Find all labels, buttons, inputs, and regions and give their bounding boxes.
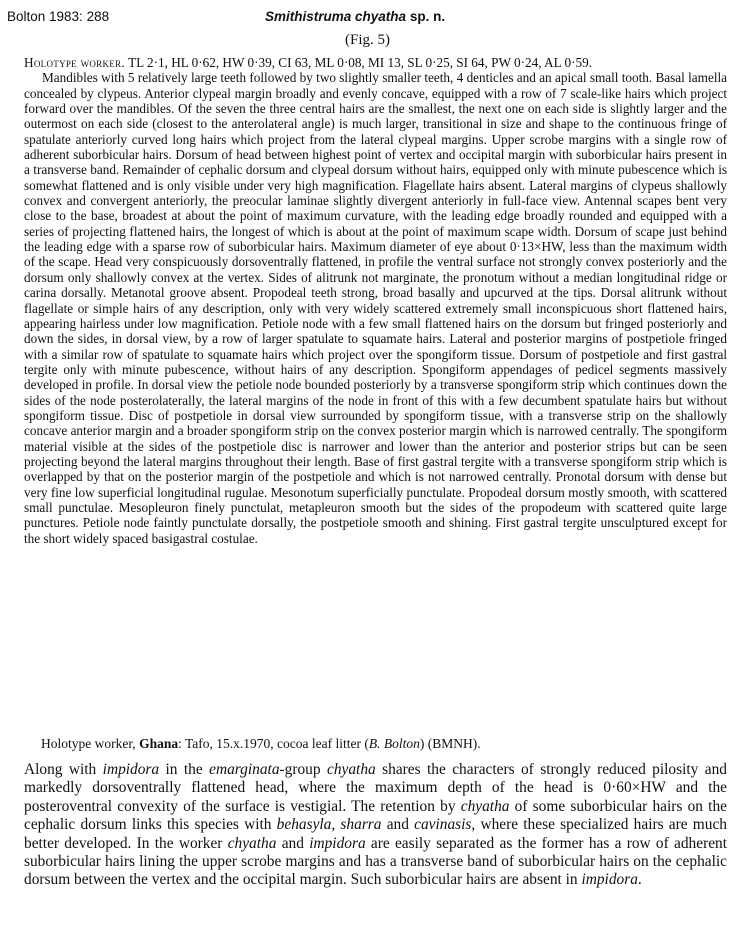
source-citation: Bolton 1983: 288 [7, 9, 110, 24]
discussion-text-run: of some suborbicular hairs on the cephalic dorsum links this species with [24, 797, 727, 834]
description-text: Mandibles with 5 relatively large teeth followed by two slightly smaller teeth, 4 denticles and an apical small tooth. Basal lamella concealed by clypeus. Anterior clypeal margin broadly and evenly concave, equipped with a row of 7 scale-like hairs which project forward over the mandibles. Of the seven the three central hairs are the smallest, the next one on each side is slightly larger and the outermost on each side (closest to the anterolateral angle) is much larger, transitional in size and shape to the continuous fringe of spatulate anteriorly curved long hairs which project from the lateral clypeal margins. Upper scrobe margins with a single row of adherent suborbicular hairs. Dorsum of head between highest point of vertex and occipital margin with suborbicular hairs present in a transverse band. Remainder of cephalic dorsum and clypeal dorsum without hairs, equipped only with minute pubescence which is somewhat flattened and is only visible under very high magnification. Flagellate hairs absent. Lateral margins of clypeus shallowly convex and convergent anteriorly, the preocular laminae slightly divergent anteriorly in full-face view. Antennal scapes bent very close to the base, broadest at about the point of maximum curvature, with the leading edge broadly rounded and equipped with a series of projecting flattened hairs, the longest of which is about at the point of maximum scape width. Dorsum of scape just behind the leading edge with a sparse row of suborbicular hairs. Maximum diameter of eye about 0·13×HW, less than the maximum width of the scape. Head very conspicuously dorsoventrally flattened, in profile the ventral surface not strongly convex posteriorly and the dorsum only shallowly convex at the vertex. Sides of alitrunk not marginate, the pronotum without a median longitudinal ridge or carina dorsally. Metanotal groove absent. Propodeal teeth strong, broad basally and upcurved at the tips. Dorsal alitrunk without flagellate or simple hairs of any description, only with very widely scattered extremely small inconspicuous short flattened hairs, appearing hairless under low magnification. Petiole node with a few small flattened hairs on the dorsum but fringed posteriorly and down the sides, in dorsal view, by a row of larger spatulate to squamate hairs. Lateral and posterior margins of postpetiole fringed with a similar row of spatulate to squamate hairs which project over the spongiform tissue. Dorsum of postpetiole and first gastral tergite only with minute pubescence, without hairs of any description. Spongiform appendages of pedicel segments massively developed in profile. In dorsal view the petiole node bounded posteriorly by a transverse spongiform strip which continues down the sides of the node posterolaterally, the lateral margins of the node in front of this with a few decumbent spatulate hairs but without spongiform tissue. Disc of postpetiole in dorsal view surrounded by spongiform tissue, with a transverse strip on the shallowly concave anterior margin and a broader spongiform strip on the convex posterior margin which is narrowed centrally. The spongiform material visible at the sides of the postpetiole disc is narrower and lower than the anterior and posterior strips but can be seen projecting beyond the lateral margins throughout their length. Base of first gastral tergite with a transverse spongiform strip which is overlapped by that on the posterior margin of the postpetiole and which is not narrowed centrally. Pronotal dorsum with dense but very fine low superficial longitudinal rugulae. Mesonotum superficially punctulate. Propodeal dorsum mostly smooth, with scattered small punctulae. Mesopleuron finely punctulat, metapleuron smooth but the sides of the propodeum with scattered quite large punctures. Petiole node faintly punctulate dorsally, the postpetiole smooth and shining. First gastral tergite unsculptured except for the short widely spaced basigastral costulae. [24, 70, 727, 546]
species-name: Smithistruma chyatha [265, 9, 407, 24]
holotype-repository: ) (BMNH). [419, 736, 481, 751]
discussion-text-run: shares the characters of strongly reduced pilosity and markedly dorsoventrally flattened head, where the maximum depth of the head is 0·60×HW and the posteroventral convexity of the surface is vestigial. The retention by [24, 761, 727, 815]
discussion-taxon-name: chyatha [326, 761, 376, 778]
measurements: TL 2·1, HL 0·62, HW 0·39, CI 63, ML 0·08, MI 13, SL 0·25, SI 64, PW 0·24, AL 0·59. [128, 55, 592, 70]
holotype-collector: B. Bolton [368, 736, 420, 751]
discussion-taxon-name: behasyla, sharra [276, 816, 382, 834]
holotype-label: Holotype worker. [24, 55, 125, 70]
holotype-record [41, 736, 481, 752]
holotype-prefix: Holotype worker, [41, 736, 136, 751]
discussion-text-run: in the [159, 761, 210, 778]
discussion-taxon-name: cavinasis [414, 816, 472, 834]
discussion-taxon-name: impidora [309, 834, 366, 852]
holotype-country: Ghana [139, 736, 179, 751]
discussion-text-run: and [276, 834, 310, 852]
discussion-text-run: and [381, 816, 415, 834]
discussion-text-run: . [637, 871, 642, 889]
discussion-text-run: -group [279, 761, 327, 778]
discussion-taxon-name: chyatha [460, 797, 510, 815]
discussion-taxon-name: impidora [102, 761, 160, 778]
discussion-text-run: Along with [24, 761, 103, 778]
discussion-taxon-name: impidora [581, 871, 638, 889]
species-title [265, 9, 445, 24]
discussion-taxon-name: emarginata [209, 761, 280, 778]
figure-reference: (Fig. 5) [345, 32, 390, 48]
discussion-taxon-name: chyatha [227, 834, 277, 852]
holotype-locality: : Tafo, 15.x.1970, cocoa leaf litter ( [178, 736, 369, 751]
discussion-text-run: , where these specialized hairs are much better developed. In the worker [24, 816, 727, 852]
species-description [24, 55, 727, 546]
discussion-paragraph [24, 761, 727, 890]
species-status: sp. n. [409, 9, 446, 24]
discussion-text-run: are easily separated as the former has a row of adherent suborbicular hairs lining the upper scrobe margins and has a transverse band of suborbicular hairs on the cephalic dorsum between the vertex and the occipital margin. Such suborbicular hairs are absent in [24, 834, 727, 889]
